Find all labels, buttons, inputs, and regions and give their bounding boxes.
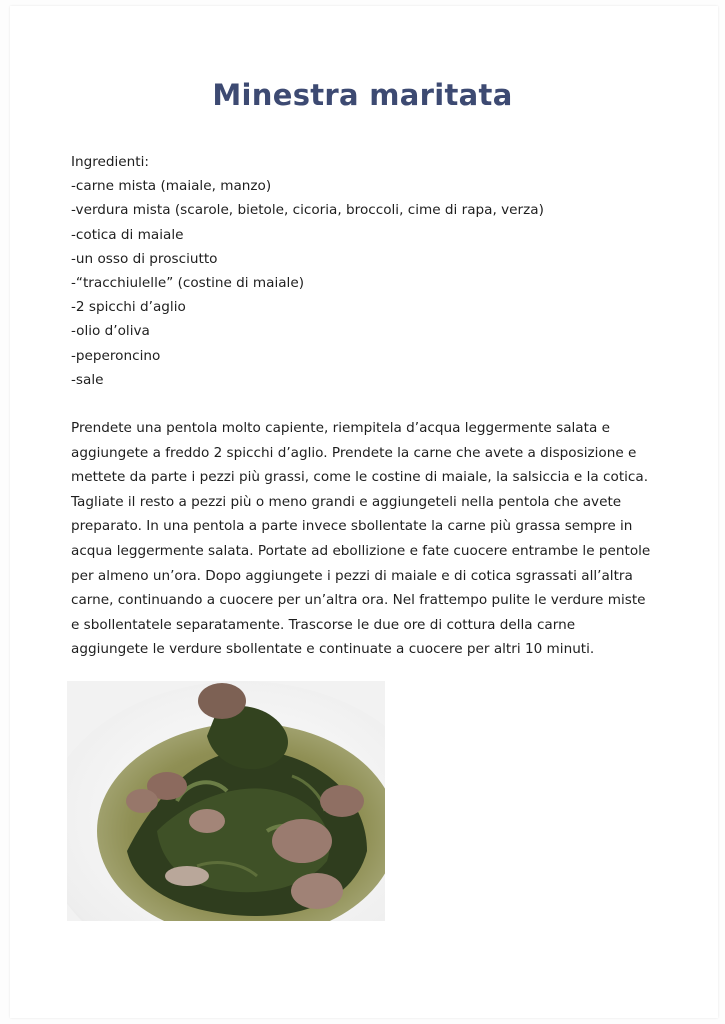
ingredients-list	[71, 150, 671, 392]
instruction-line: Prendete una pentola molto capiente, riempitela d’acqua leggermente salata e	[71, 420, 610, 436]
instruction-line: e sbollentatele separatamente. Trascorse le due ore di cottura della carne	[71, 616, 576, 633]
ingredient-item: -peperoncino	[71, 347, 161, 364]
instructions-paragraph	[71, 416, 651, 662]
instruction-line: per almeno un’ora. Dopo aggiungete i pezzi di maiale e di cotica sgrassati all’altra	[71, 567, 633, 584]
ingredient-item: -“tracchiulelle” (costine di maiale)	[71, 275, 305, 292]
dish-photo	[67, 681, 385, 921]
ingredient-item: -sale	[71, 371, 104, 388]
ingredient-item: -cotica di maiale	[71, 226, 184, 243]
instruction-line: preparato. In una pentola a parte invece sbollentate la carne più grassa sempre in	[71, 518, 633, 535]
instruction-line: carne, continuando a cuocere per un’altra ora. Nel frattempo pulite le verdure miste	[71, 592, 646, 609]
ingredient-item: -carne mista (maiale, manzo)	[71, 178, 272, 195]
dish-photo-illustration	[67, 681, 385, 921]
ingredients-heading: Ingredienti:	[71, 154, 149, 170]
page-title: Minestra maritata	[212, 78, 513, 112]
ingredient-item: -olio d’oliva	[71, 323, 150, 340]
instruction-line: mettete da parte i pezzi più grassi, come le costine di maiale, la salsiccia e la cotica.	[71, 469, 649, 486]
ingredient-item: -un osso di prosciutto	[71, 250, 218, 267]
instruction-line: aggiungete a freddo 2 spicchi d’aglio. Prendete la carne che avete a disposizione e	[71, 444, 637, 461]
instruction-line: aggiungete le verdure sbollentate e continuate a cuocere per altri 10 minuti.	[71, 641, 595, 658]
instruction-line: Tagliate il resto a pezzi più o meno grandi e aggiungeteli nella pentola che avete	[71, 493, 622, 510]
ingredient-item: -verdura mista (scarole, bietole, cicoria, broccoli, cime di rapa, verza)	[71, 202, 544, 219]
instruction-line: acqua leggermente salata. Portate ad ebollizione e fate cuocere entrambe le pentole	[71, 542, 651, 559]
ingredient-item: -2 spicchi d’aglio	[71, 299, 186, 316]
